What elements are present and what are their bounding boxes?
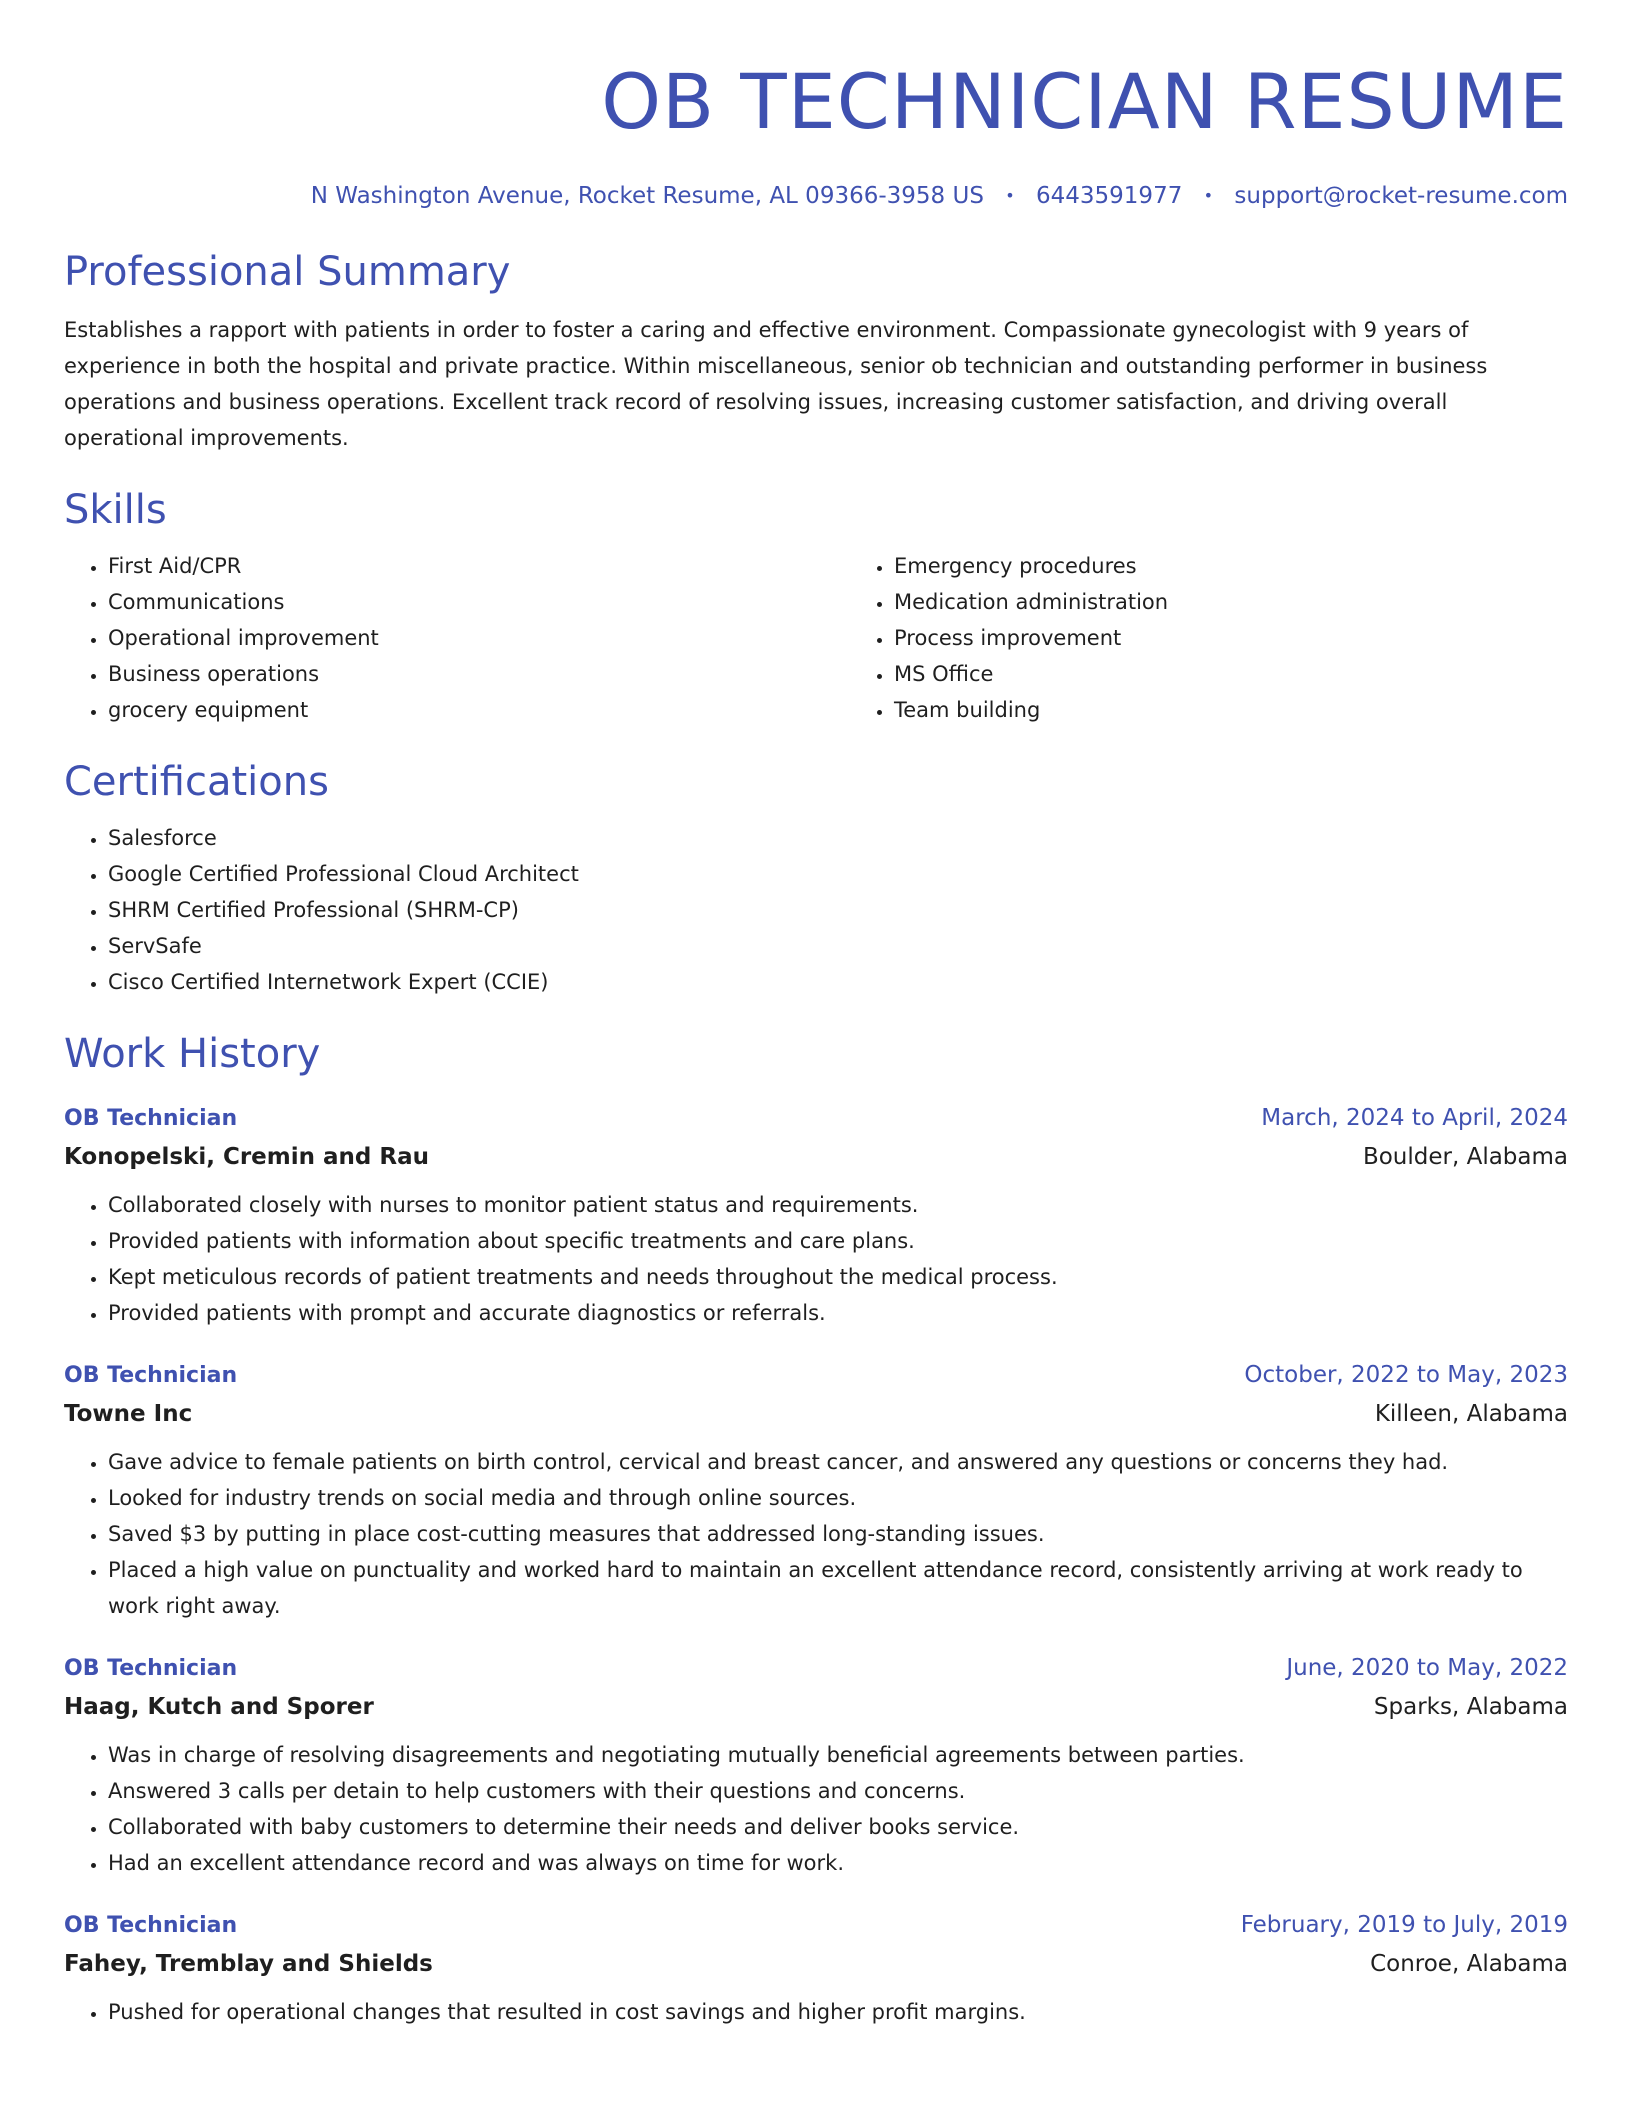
job-bullet: • Collaborated with baby customers to determine their needs and deliver books service. — [108, 1809, 1568, 1845]
certifications-list — [64, 820, 1568, 1000]
resume-title: OB TECHNICIAN RESUME — [601, 57, 1568, 146]
job-location: Conroe, Alabama — [1370, 1951, 1568, 1977]
certification-item: • ServSafe — [108, 928, 1568, 964]
skill-item: • Emergency procedures — [894, 548, 1568, 584]
skill-item: • Medication administration — [894, 584, 1568, 620]
job-bullets — [64, 1994, 1568, 2030]
job-dates: February, 2019 to July, 2019 — [1240, 1912, 1568, 1938]
certification-item: • Google Certified Professional Cloud Architect — [108, 856, 1568, 892]
job-bullet: • Was in charge of resolving disagreements and negotiating mutually beneficial agreements between parties. — [108, 1737, 1568, 1773]
job-bullet: • Collaborated closely with nurses to monitor patient status and requirements. — [108, 1187, 1568, 1223]
job-company: Konopelski, Cremin and Rau — [64, 1144, 429, 1170]
skill-item: • Process improvement — [894, 620, 1568, 656]
skill-item: • Communications — [108, 584, 850, 620]
skills-right-column — [850, 548, 1568, 728]
skills-list — [64, 548, 1568, 728]
summary-text: Establishes a rapport with patients in order to foster a caring and effective environment. Compassionate gynecologist with 9 years of experience in both the hospital and private practice. Within miscellaneous, senior ob technician and outstanding performer in business operations and business operations. Excellent track record of resolving issues, increasing customer satisfaction, and driving overall operational improvements. — [64, 318, 1488, 450]
job-company: Fahey, Tremblay and Shields — [64, 1951, 433, 1977]
job-bullet: • Provided patients with prompt and accurate diagnostics or referrals. — [108, 1295, 1568, 1331]
certification-item: • Cisco Certified Internetwork Expert (CCIE) — [108, 964, 1568, 1000]
work-history-heading: Work History — [64, 1031, 321, 1077]
job-dates: June, 2020 to May, 2022 — [1286, 1655, 1568, 1681]
contact-address: N Washington Avenue, Rocket Resume, AL 09366-3958 US — [310, 183, 984, 209]
job-bullet: • Provided patients with information about specific treatments and care plans. — [108, 1223, 1568, 1259]
job-bullet: • Had an excellent attendance record and was always on time for work. — [108, 1845, 1568, 1881]
job-company: Haag, Kutch and Sporer — [64, 1694, 374, 1720]
job-title: OB Technician — [64, 1106, 238, 1131]
job-dates: October, 2022 to May, 2023 — [1244, 1362, 1568, 1388]
job-entry — [64, 1907, 1568, 2030]
job-location: Boulder, Alabama — [1362, 1144, 1568, 1170]
skill-item: • First Aid/CPR — [108, 548, 850, 584]
contact-separator: • — [1203, 186, 1214, 205]
certification-item: • Salesforce — [108, 820, 1568, 856]
job-bullet: • Looked for industry trends on social media and through online sources. — [108, 1480, 1568, 1516]
job-entry — [64, 1100, 1568, 1331]
job-bullet: • Placed a high value on punctuality and worked hard to maintain an excellent attendance record, consistently arriving at work ready to work right away. — [108, 1552, 1568, 1624]
skill-item: • Team building — [894, 692, 1568, 728]
job-company: Towne Inc — [64, 1401, 193, 1427]
job-entry — [64, 1650, 1568, 1881]
skills-left-column — [64, 548, 850, 728]
job-title: OB Technician — [64, 1656, 238, 1681]
job-location: Killeen, Alabama — [1374, 1401, 1568, 1427]
job-entry — [64, 1357, 1568, 1624]
job-bullet: • Pushed for operational changes that resulted in cost savings and higher profit margins. — [108, 1994, 1568, 2030]
job-bullets — [64, 1737, 1568, 1881]
job-bullets — [64, 1187, 1568, 1331]
job-bullet: • Gave advice to female patients on birth control, cervical and breast cancer, and answered any questions or concerns they had. — [108, 1444, 1568, 1480]
skill-item: • Business operations — [108, 656, 850, 692]
job-bullet: • Answered 3 calls per detain to help customers with their questions and concerns. — [108, 1773, 1568, 1809]
job-bullet: • Kept meticulous records of patient treatments and needs throughout the medical process. — [108, 1259, 1568, 1295]
job-location: Sparks, Alabama — [1373, 1694, 1568, 1720]
job-title: OB Technician — [64, 1913, 238, 1938]
skill-item: • grocery equipment — [108, 692, 850, 728]
job-dates: March, 2024 to April, 2024 — [1261, 1105, 1568, 1131]
skill-item: • Operational improvement — [108, 620, 850, 656]
contact-separator: • — [1005, 186, 1015, 205]
certifications-heading: Certifications — [64, 759, 329, 805]
summary-heading: Professional Summary — [64, 249, 511, 295]
job-title: OB Technician — [64, 1363, 238, 1388]
skills-heading: Skills — [64, 487, 167, 533]
job-bullet: • Saved $3 by putting in place cost-cutting measures that addressed long-standing issues. — [108, 1516, 1568, 1552]
job-bullets — [64, 1444, 1568, 1624]
certification-item: • SHRM Certified Professional (SHRM-CP) — [108, 892, 1568, 928]
contact-email: support@rocket-resume.com — [1234, 183, 1568, 209]
skill-item: • MS Office — [894, 656, 1568, 692]
contact-line — [64, 182, 1568, 210]
contact-phone: 6443591977 — [1036, 183, 1183, 209]
